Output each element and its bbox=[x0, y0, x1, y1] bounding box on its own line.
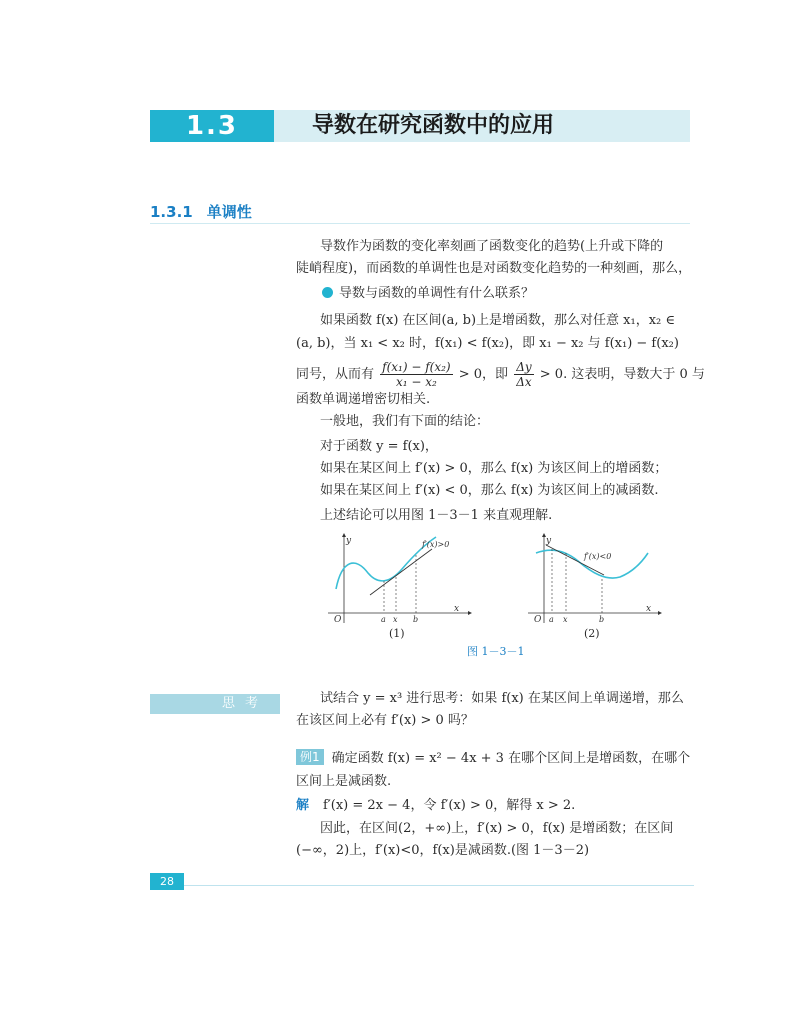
frac2-numerator: Δy bbox=[516, 360, 532, 374]
subsection-heading bbox=[150, 201, 252, 222]
figure-1-caption: (1) bbox=[389, 627, 405, 640]
tick-b: b bbox=[599, 615, 605, 624]
example-label: 例1 bbox=[296, 749, 324, 765]
conclusion-line-2: 如果在某区间上 f′(x) > 0，那么 f(x) 为该区间上的增函数； bbox=[320, 461, 668, 476]
question bbox=[322, 283, 534, 305]
intro-line-2: 陡峭程度)，而函数的单调性也是对函数变化趋势的一种刻画，那么， bbox=[296, 261, 692, 276]
think-box bbox=[150, 694, 280, 714]
x-axis-arrow-icon bbox=[658, 611, 662, 615]
tick-b: b bbox=[413, 615, 419, 624]
frac2-denominator: Δx bbox=[516, 375, 532, 389]
subsection-rule bbox=[150, 223, 690, 224]
para1-line-4: 函数单调递增密切相关. bbox=[296, 392, 431, 407]
frac1-numerator: f(x₁) − f(x₂) bbox=[382, 360, 451, 374]
solution-line-1 bbox=[296, 795, 575, 817]
x-label: x bbox=[454, 604, 460, 614]
tangent-line bbox=[370, 549, 432, 595]
question-text: 导数与函数的单调性有什么联系？ bbox=[339, 286, 535, 301]
tick-x: x bbox=[393, 615, 398, 624]
section-title: 导数在研究函数中的应用 bbox=[312, 113, 555, 138]
figure-1-right-graph bbox=[522, 533, 662, 625]
origin-label: O bbox=[334, 615, 342, 625]
solution-line-2: 因此，在区间(2，+∞)上，f′(x) > 0，f(x) 是增函数；在区间 bbox=[320, 821, 674, 836]
think-line-2: 在该区间上必有 f′(x) > 0 吗？ bbox=[296, 713, 474, 728]
y-label: y bbox=[546, 536, 552, 546]
subsection-number: 1.3.1 bbox=[150, 203, 193, 221]
figure-reference: 上述结论可以用图 1－3－1 来直观理解. bbox=[320, 508, 553, 523]
para1-line-1: 如果函数 f(x) 在区间(a, b)上是增函数，那么对任意 x₁，x₂ ∈ bbox=[320, 313, 676, 328]
general-statement: 一般地，我们有下面的结论： bbox=[320, 414, 490, 429]
solution-text-1: f′(x) = 2x − 4，令 f′(x) > 0，解得 x > 2. bbox=[323, 798, 576, 813]
figure-1-left-graph bbox=[322, 533, 472, 625]
origin-label: O bbox=[534, 615, 542, 625]
tick-a: a bbox=[381, 615, 386, 624]
intro-line-1: 导数作为函数的变化率刻画了函数变化的趋势(上升或下降的 bbox=[320, 239, 664, 254]
section-number: 1.3 bbox=[150, 110, 274, 142]
footer-rule bbox=[184, 885, 694, 886]
page-number: 28 bbox=[150, 873, 184, 890]
frac1-denominator: x₁ − x₂ bbox=[395, 375, 437, 389]
figure-title: 图 1－3－1 bbox=[467, 645, 525, 658]
x-label: x bbox=[646, 604, 652, 614]
think-label: 思考 bbox=[221, 696, 268, 711]
tick-a: a bbox=[549, 615, 554, 624]
fraction-delta bbox=[514, 360, 533, 389]
conclusion-line-3: 如果在某区间上 f′(x) < 0，那么 f(x) 为该区间上的减函数. bbox=[320, 483, 659, 498]
example-line-2: 区间上是减函数. bbox=[296, 774, 392, 789]
x-axis-arrow-icon bbox=[468, 611, 472, 615]
derivative-positive-label: f′(x)>0 bbox=[422, 540, 450, 549]
example-line-1 bbox=[296, 748, 690, 770]
para1-line-3-post: > 0. 这表明，导数大于 0 与 bbox=[539, 367, 705, 382]
tick-x: x bbox=[563, 615, 568, 624]
solution-line-3: (−∞，2)上，f′(x)<0，f(x)是减函数.(图 1－3－2) bbox=[296, 843, 590, 858]
fraction-difference-quotient bbox=[380, 360, 452, 389]
para1-line-3-mid: > 0，即 bbox=[458, 367, 509, 382]
y-label: y bbox=[346, 536, 352, 546]
example-text-1: 确定函数 f(x) = x² − 4x + 3 在哪个区间上是增函数，在哪个 bbox=[331, 751, 691, 766]
think-line-1: 试结合 y = x³ 进行思考：如果 f(x) 在某区间上单调递增，那么 bbox=[320, 691, 684, 706]
derivative-negative-label: f′(x)<0 bbox=[584, 552, 612, 561]
para1-line-2: (a, b)，当 x₁ < x₂ 时，f(x₁) < f(x₂)，即 x₁ − x₂ 与 f(x₁) − f(x₂) bbox=[296, 336, 679, 351]
figure-2-caption: (2) bbox=[584, 627, 600, 640]
conclusion-line-1: 对于函数 y = f(x)， bbox=[320, 439, 438, 454]
subsection-title: 单调性 bbox=[206, 203, 252, 221]
section-banner bbox=[150, 110, 690, 142]
solution-label: 解 bbox=[296, 798, 310, 813]
bullet-dot-icon bbox=[322, 287, 333, 298]
para1-line-3-pre: 同号，从而有 bbox=[296, 367, 375, 382]
